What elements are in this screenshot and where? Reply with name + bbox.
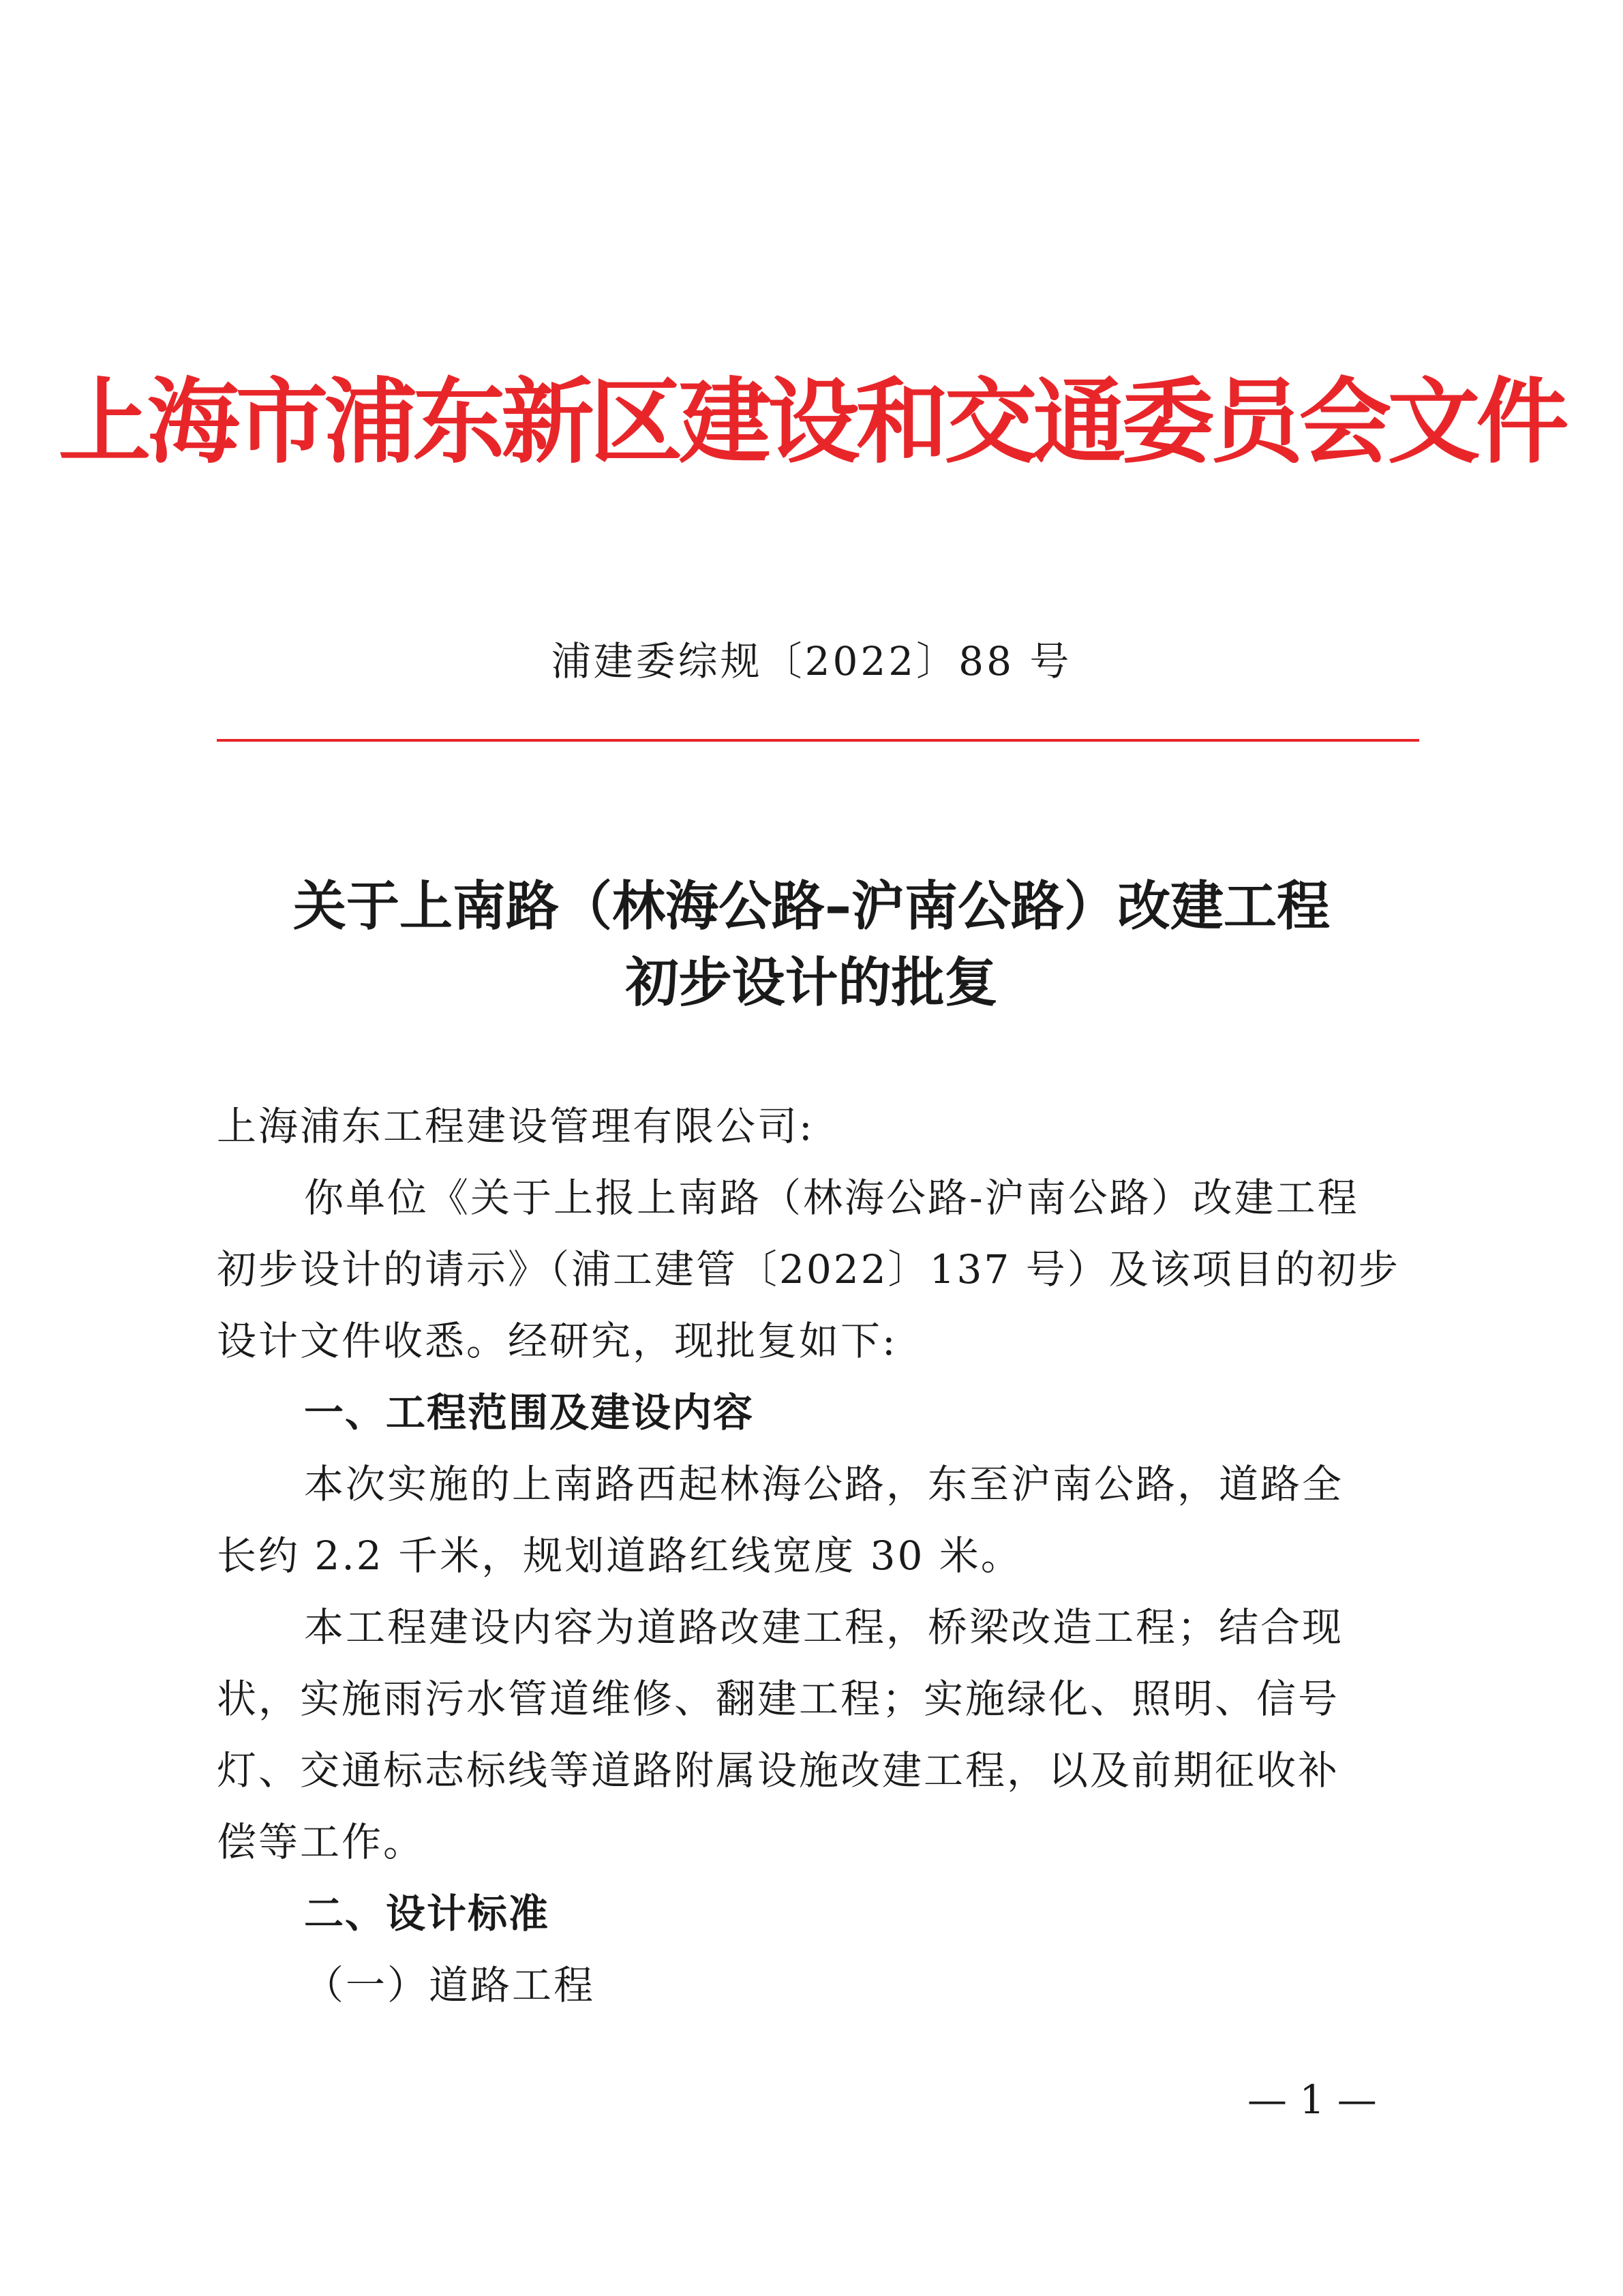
document-title-line-2: 初步设计的批复 [625,952,998,1014]
paragraph-3-line-3: 灯、交通标志标线等道路附属设施改建工程，以及前期征收补 [217,1747,1340,1794]
paragraph-3-line-1: 本工程建设内容为道路改建工程，桥梁改造工程；结合现 [304,1604,1344,1650]
document-title-line-1: 关于上南路（林海公路–沪南公路）改建工程 [292,876,1330,937]
paragraph-1-line-3: 设计文件收悉。经研究，现批复如下: [217,1318,898,1364]
addressee: 上海浦东工程建设管理有限公司: [217,1103,815,1149]
paragraph-3-line-4: 偿等工作。 [217,1819,425,1865]
paragraph-1-line-1: 你单位《关于上报上南路（林海公路-沪南公路）改建工程 [304,1175,1359,1221]
red-divider-line [217,739,1419,742]
paragraph-1-line-2: 初步设计的请示》（浦工建管〔2022〕137 号）及该项目的初步 [217,1246,1400,1293]
document-number: 浦建委综规〔2022〕88 号 [551,638,1072,684]
masthead-title: 上海市浦东新区建设和交通委员会文件 [58,369,1565,477]
paragraph-2-line-1: 本次实施的上南路西起林海公路，东至沪南公路，道路全 [304,1461,1344,1507]
paragraph-2-line-2: 长约 2.2 千米，规划道路红线宽度 30 米。 [217,1532,1022,1579]
subsection-1-heading: （一）道路工程 [304,1962,596,2008]
paragraph-3-line-2: 状，实施雨污水管道维修、翻建工程；实施绿化、照明、信号 [217,1676,1340,1722]
page-number: — 1 — [1247,2076,1377,2123]
section-2-heading: 二、设计标准 [304,1890,550,1937]
section-1-heading: 一、工程范围及建设内容 [304,1389,755,1436]
